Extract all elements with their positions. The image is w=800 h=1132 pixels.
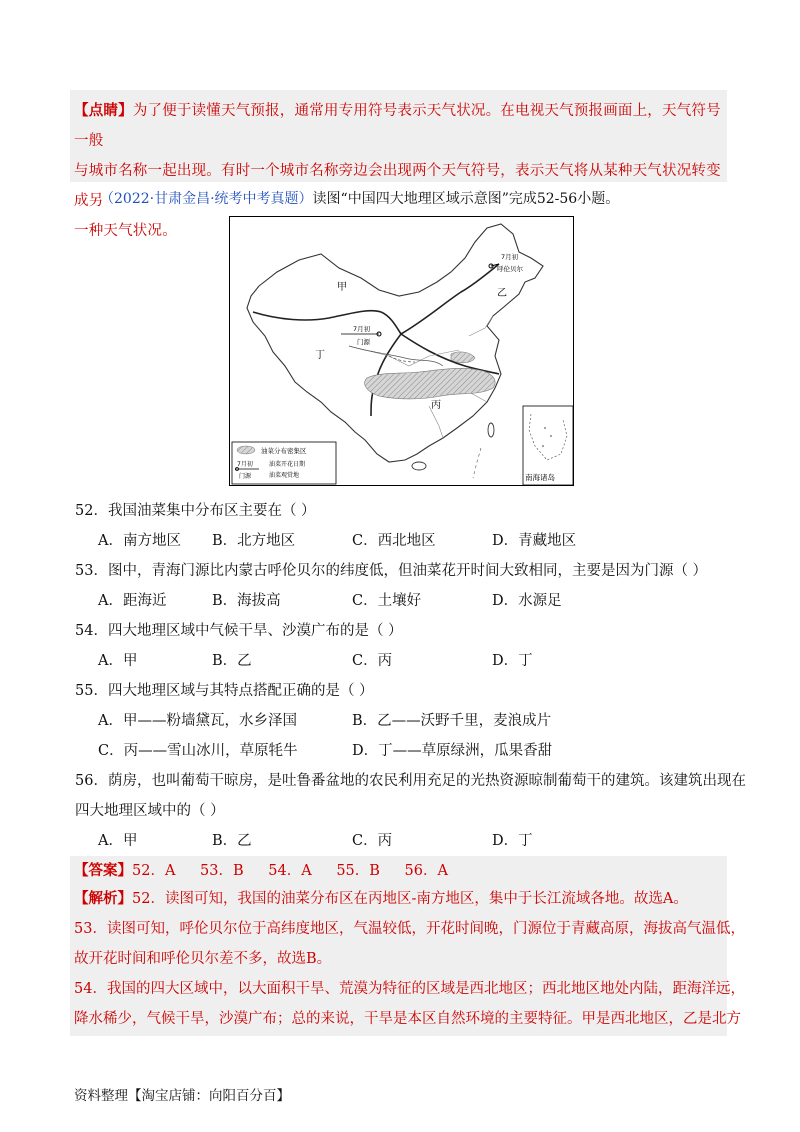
tip-line-1: 【点睛】为了便于读懂天气预报，通常用专用符号表示天气状况。在电视天气预报画面上，天气符号一般 — [74, 102, 721, 149]
legend-desc1: 油菜开花日期 — [269, 461, 306, 468]
legend-date: 7月初 — [237, 461, 253, 468]
hulunbeier-label: 呼伦贝尔 — [497, 265, 523, 273]
q53-option-d[interactable]: D．水源足 — [492, 593, 562, 609]
analysis-line-1: 【解析】52．读图可知，我国的油菜分布区在丙地区-南方地区，集中于长江流域各地。故选A。 — [74, 890, 688, 907]
china-regions-map — [229, 216, 574, 486]
question-53-stem: 53．图中，青海门源比内蒙古呼伦贝尔的纬度低，但油菜花开时间大致相同，主要是因为门源（ ） — [75, 563, 708, 579]
q54-option-b[interactable]: B．乙 — [212, 653, 252, 669]
question-56-stem-line1: 56．荫房，也叫葡萄干晾房，是吐鲁番盆地的农民利用充足的光热资源晾制葡萄干的建筑。该建筑出现在 — [75, 773, 746, 789]
legend-rapeseed: 油菜分布密集区 — [261, 447, 307, 455]
question-intro — [100, 188, 619, 210]
q54-option-c[interactable]: C．丙 — [352, 653, 393, 669]
answer-line — [74, 860, 448, 882]
answer-56: 56．A — [404, 863, 448, 879]
q53-option-b[interactable]: B．海拔高 — [212, 593, 281, 609]
answer-54: 54．A — [268, 863, 312, 879]
q54-option-a[interactable]: A．甲 — [98, 653, 138, 669]
analysis-line-3: 故开花时间和呼伦贝尔差不多，故选B。 — [74, 951, 332, 967]
map-svg — [229, 216, 574, 486]
region-ding-label: 丁 — [315, 350, 325, 361]
q56-option-b[interactable]: B．乙 — [212, 833, 252, 849]
question-55-stem: 55．四大地理区域与其特点搭配正确的是（ ） — [75, 683, 374, 699]
q56-option-a[interactable]: A．甲 — [98, 833, 138, 849]
question-source: （2022·甘肃金昌·统考中考真题） — [100, 191, 313, 207]
map-legend — [232, 442, 336, 484]
tip-label: 【点睛】 — [74, 102, 133, 119]
analysis-line-4: 54．我国的四大区域中，以大面积干旱、荒漠为特征的区域是西北地区；西北地区地处内陆，距海洋远， — [74, 981, 745, 997]
q52-option-b[interactable]: B．北方地区 — [212, 533, 296, 549]
q53-option-a[interactable]: A．距海近 — [98, 593, 167, 609]
q55-option-d[interactable]: D．丁——草原绿洲，瓜果香甜 — [352, 743, 553, 759]
intro-text: 读图“中国四大地理区域示意图”完成52-56小题。 — [312, 191, 620, 207]
legend-place: 门源 — [239, 473, 252, 480]
question-54-stem: 54．四大地理区域中气候干旱、沙漠广布的是（ ） — [75, 623, 403, 639]
question-52-stem: 52．我国油菜集中分布区主要在（ ） — [75, 503, 316, 519]
q56-option-d[interactable]: D．丁 — [492, 833, 533, 849]
region-bing-label: 丙 — [431, 400, 441, 411]
q56-option-c[interactable]: C．丙 — [352, 833, 393, 849]
tip-line-2: 与城市名称一起出现。有时一个城市名称旁边会出现两个天气符号，表示天气将从某种天气状况转变成另 — [74, 163, 721, 209]
q53-option-c[interactable]: C．土壤好 — [352, 593, 422, 609]
region-yi-label: 乙 — [497, 288, 507, 299]
analysis-line-5: 降水稀少，气候干旱，沙漠广布；总的来说，干旱是本区自然环境的主要特征。甲是西北地区，乙是北方 — [74, 1011, 741, 1027]
tip-line-3: 一种天气状况。 — [74, 223, 177, 239]
analysis-label: 【解析】 — [74, 890, 132, 907]
answer-52: 52．A — [132, 863, 176, 879]
analysis-line-2: 53．读图可知，呼伦贝尔位于高纬度地区，气温较低，开花时间晚，门源位于青藏高原，海拔高气温低， — [74, 921, 745, 937]
q52-option-d[interactable]: D．青藏地区 — [492, 533, 577, 549]
legend-desc2: 油菜观赏地 — [269, 472, 300, 479]
q54-option-d[interactable]: D．丁 — [492, 653, 533, 669]
answer-label: 【答案】 — [74, 862, 132, 879]
menyuan-date-label: 7月初 — [353, 325, 371, 333]
menyuan-label: 门源 — [357, 338, 370, 346]
q55-option-a[interactable]: A．甲——粉墙黛瓦，水乡泽国 — [98, 713, 297, 729]
q55-option-b[interactable]: B．乙——沃野千里，麦浪成片 — [352, 713, 552, 729]
footer-credit: 资料整理【淘宝店铺：向阳百分百】 — [74, 1088, 290, 1104]
inset-label: 南海诸岛 — [525, 473, 555, 482]
question-56-stem-line2: 四大地理区域中的（ ） — [75, 803, 225, 819]
q55-option-c[interactable]: C．丙——雪山冰川，草原牦牛 — [98, 743, 298, 759]
south-china-sea-inset — [523, 406, 573, 485]
q52-option-a[interactable]: A．南方地区 — [98, 533, 181, 549]
region-jia-label: 甲 — [337, 282, 347, 293]
answer-53: 53．B — [200, 863, 244, 879]
hulunbeier-date-label: 7月初 — [501, 253, 519, 261]
q52-option-c[interactable]: C．西北地区 — [352, 533, 436, 549]
answer-55: 55．B — [336, 863, 380, 879]
